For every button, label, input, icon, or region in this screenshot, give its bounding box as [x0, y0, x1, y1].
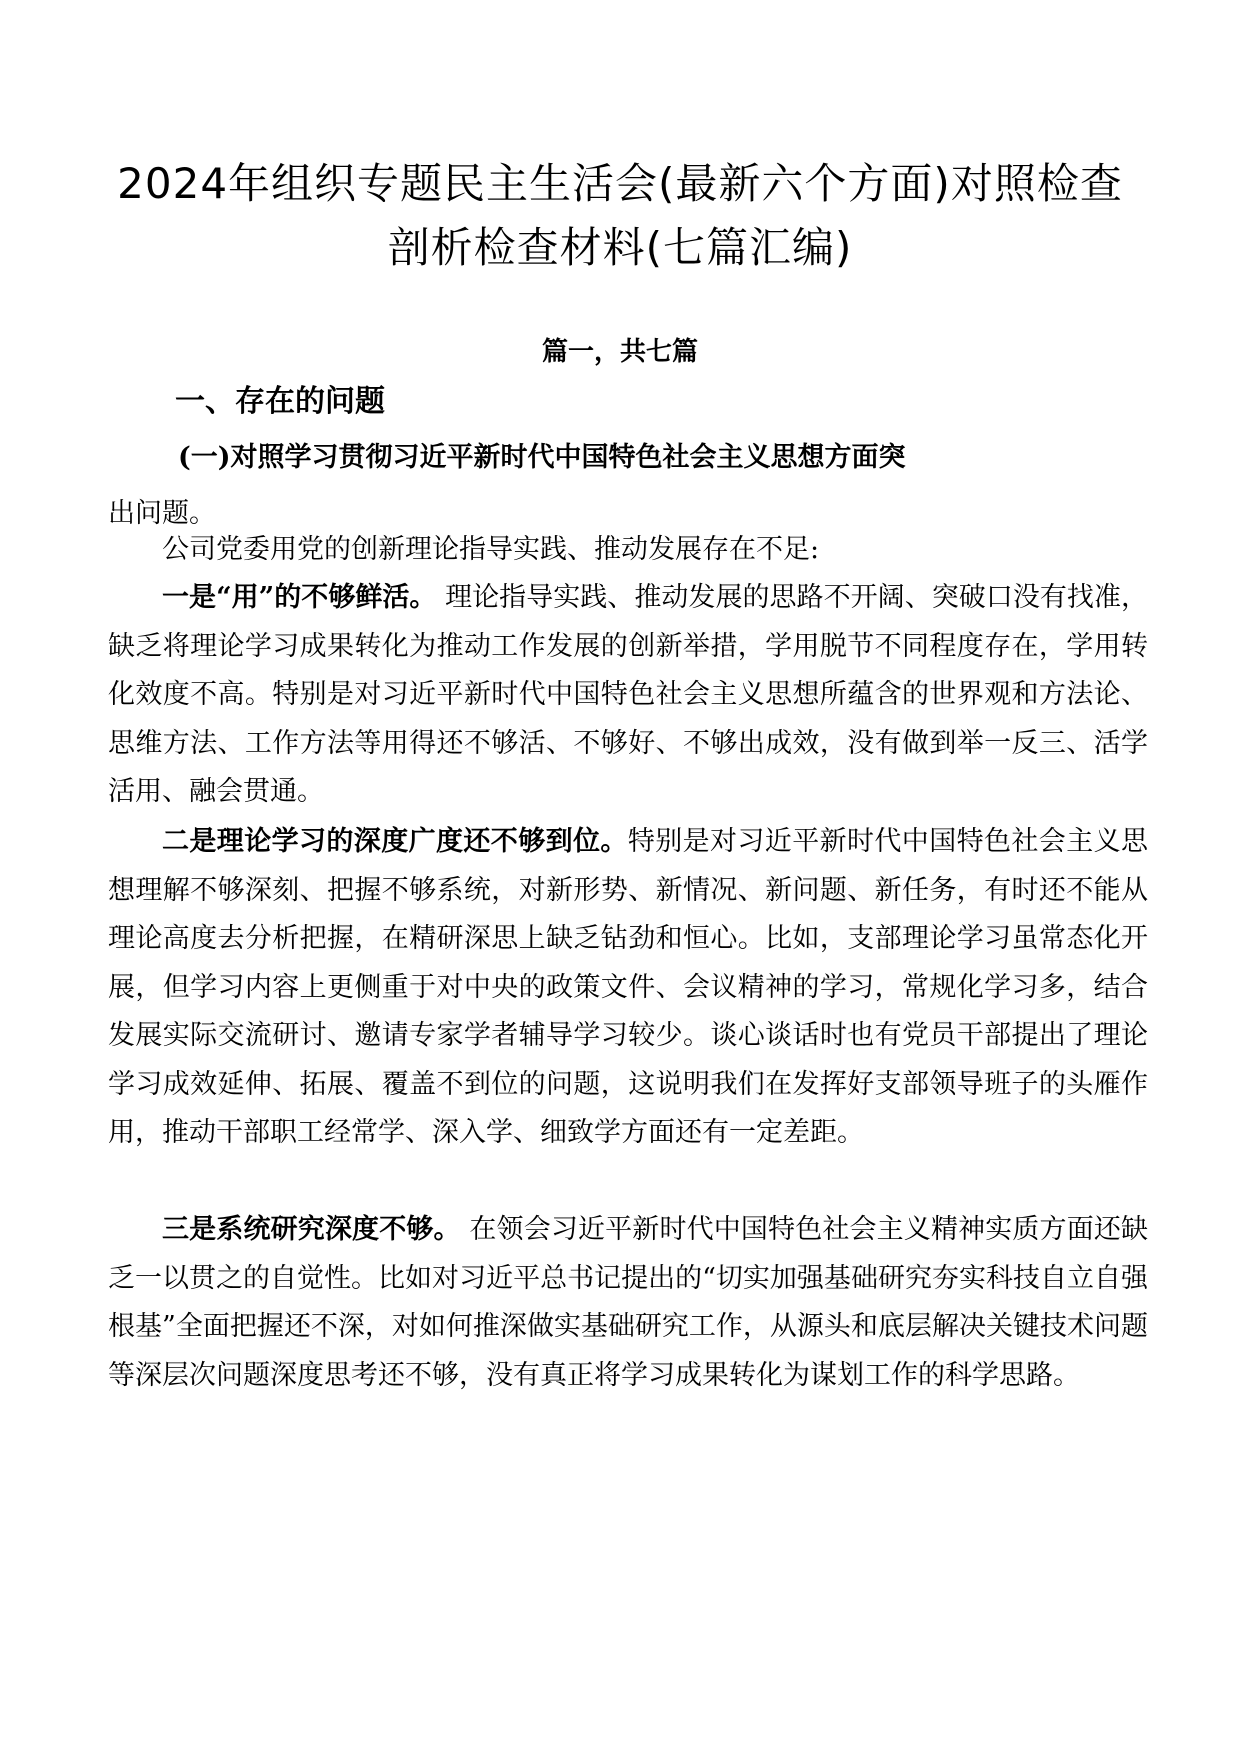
document-subtitle: 篇一，共七篇 — [541, 337, 698, 367]
section-heading: 一、存在的问题 — [175, 384, 385, 419]
subheading-continuation: 出问题。 — [108, 498, 216, 529]
subheading-label: (一)对照学习贯彻习近平新时代中国特色社会主义思想方面突 — [178, 442, 906, 473]
paragraph-one — [108, 574, 1148, 817]
paragraph-two-lead: 二是理论学习的深度广度还不够到位。 — [162, 826, 628, 857]
paragraph-three-text: 在领会习近平新时代中国特色社会主义精神实质方面还缺乏一以贯之的自觉性。比如对习近平总书记提出的“切实加强基础研究夯实科技自立自强根基”全面把握还不深，对如何推深做实基础研究工作，从源头和底层解决关键技术问题等深层次问题深度思考还不够，没有真正将学习成果转化为谋划工作的科学思路。 — [108, 1214, 1148, 1391]
document-title: 2024年组织专题民主生活会(最新六个方面)对照检查剖析检查材料(七篇汇编) — [117, 159, 1123, 272]
paragraph-one-lead: 一是“用”的不够鲜活。 — [162, 582, 437, 613]
paragraph-one-text: 理论指导实践、推动发展的思路不开阔、突破口没有找准，缺乏将理论学习成果转化为推动工作发展的创新举措，学用脱节不同程度存在，学用转化效度不高。特别是对习近平新时代中国特色社会主义思想所蕴含的世界观和方法论、思维方法、工作方法等用得还不够活、不够好、不够出成效，没有做到举一反三、活学活用、融会贯通。 — [108, 582, 1148, 807]
paragraph-two-text: 特别是对习近平新时代中国特色社会主义思想理解不够深刻、把握不够系统，对新形势、新情况、新问题、新任务，有时还不能从理论高度去分析把握，在精研深思上缺乏钻劲和恒心。比如，支部理论学习虽常态化开展，但学习内容上更侧重于对中央的政策文件、会议精神的学习，常规化学习多，结合发展实际交流研讨、邀请专家学者辅导学习较少。谈心谈话时也有党员干部提出了理论学习成效延伸、拓展、覆盖不到位的问题，这说明我们在发挥好支部领导班子的头雁作用，推动干部职工经常学、深入学、细致学方面还有一定差距。 — [108, 826, 1149, 1148]
paragraph-three — [108, 1206, 1148, 1400]
paragraph-three-lead: 三是系统研究深度不够。 — [162, 1214, 461, 1245]
paragraph-two — [108, 818, 1148, 1158]
intro-paragraph: 公司党委用党的创新理论指导实践、推动发展存在不足: — [162, 534, 820, 565]
